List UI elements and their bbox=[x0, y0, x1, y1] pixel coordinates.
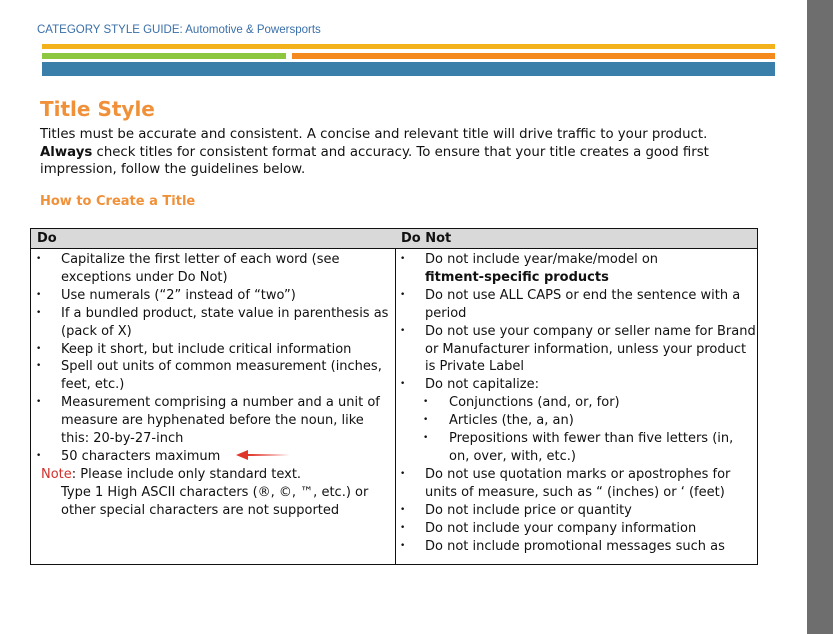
note-label: Note bbox=[41, 466, 72, 482]
sub-list-item: • Prepositions with fewer than five letters (in, on, over, with, etc.) bbox=[395, 430, 757, 466]
donot-item-0b: fitment-specific products bbox=[425, 269, 609, 285]
list-item: • Do not include promotional messages such as bbox=[395, 538, 757, 556]
do-header: Do bbox=[31, 229, 395, 249]
list-item: • Do not use ALL CAPS or end the sentence with a period bbox=[395, 287, 757, 323]
list-item: • Do not capitalize: bbox=[395, 376, 757, 394]
header-band-yellow bbox=[42, 44, 775, 49]
donot-list bbox=[395, 249, 757, 555]
list-item: • Do not include your company information bbox=[395, 520, 757, 538]
list-item: • Do not use quotation marks or apostrophes for units of measure, such as “ (inches) or ‘ (feet) bbox=[395, 466, 757, 502]
donot-item-0a: Do not include year/make/model on bbox=[425, 252, 659, 267]
list-item: • If a bundled product, state value in parenthesis as (pack of X) bbox=[31, 305, 395, 341]
list-item: • Use numerals (“2” instead of “two”) bbox=[31, 287, 395, 305]
list-item bbox=[395, 251, 757, 287]
page-title: Title Style bbox=[40, 97, 155, 121]
list-item: • Do not include price or quantity bbox=[395, 502, 757, 520]
guide-header: CATEGORY STYLE GUIDE: Automotive & Powersports bbox=[37, 24, 321, 36]
sub-list-item: • Conjunctions (and, or, for) bbox=[395, 394, 757, 412]
list-item: • Do not use your company or seller name for Brand or Manufacturer information, unless your product is Private Label bbox=[395, 323, 757, 377]
header-band-orange bbox=[292, 53, 775, 59]
intro-line2: check titles for consistent format and accuracy. To ensure that your title creates a good first impression, follow the guidelines below. bbox=[40, 144, 709, 177]
intro-paragraph bbox=[40, 126, 740, 179]
intro-bold: Always bbox=[40, 144, 93, 160]
scrollbar[interactable] bbox=[807, 0, 833, 634]
list-item: • 50 characters maximum bbox=[31, 448, 395, 466]
red-arrow-icon bbox=[234, 447, 294, 463]
sub-list-item: • Articles (the, a, an) bbox=[395, 412, 757, 430]
list-item: • Keep it short, but include critical information bbox=[31, 341, 395, 359]
list-item: • Capitalize the first letter of each word (see exceptions under Do Not) bbox=[31, 251, 395, 287]
note-text: : Please include only standard text. bbox=[71, 466, 302, 482]
note-line bbox=[31, 466, 395, 484]
intro-line1: Titles must be accurate and consistent. A concise and relevant title will drive traffic to your product. bbox=[40, 127, 708, 142]
do-column bbox=[31, 229, 396, 564]
header-band-blue bbox=[42, 62, 775, 76]
donot-column bbox=[395, 229, 757, 564]
list-item: • Spell out units of common measurement (inches, feet, etc.) bbox=[31, 358, 395, 394]
guidelines-table bbox=[30, 228, 758, 565]
do-list bbox=[31, 249, 395, 520]
list-item: • Measurement comprising a number and a unit of measure are hyphenated before the noun, like this: 20-by-27-inch bbox=[31, 394, 395, 448]
section-subhead: How to Create a Title bbox=[40, 194, 196, 209]
note-continuation: Type 1 High ASCII characters (®, ©, ™, etc.) or other special characters are not supported bbox=[61, 484, 369, 518]
donot-header: Do Not bbox=[395, 229, 757, 249]
header-band-green bbox=[42, 53, 286, 59]
